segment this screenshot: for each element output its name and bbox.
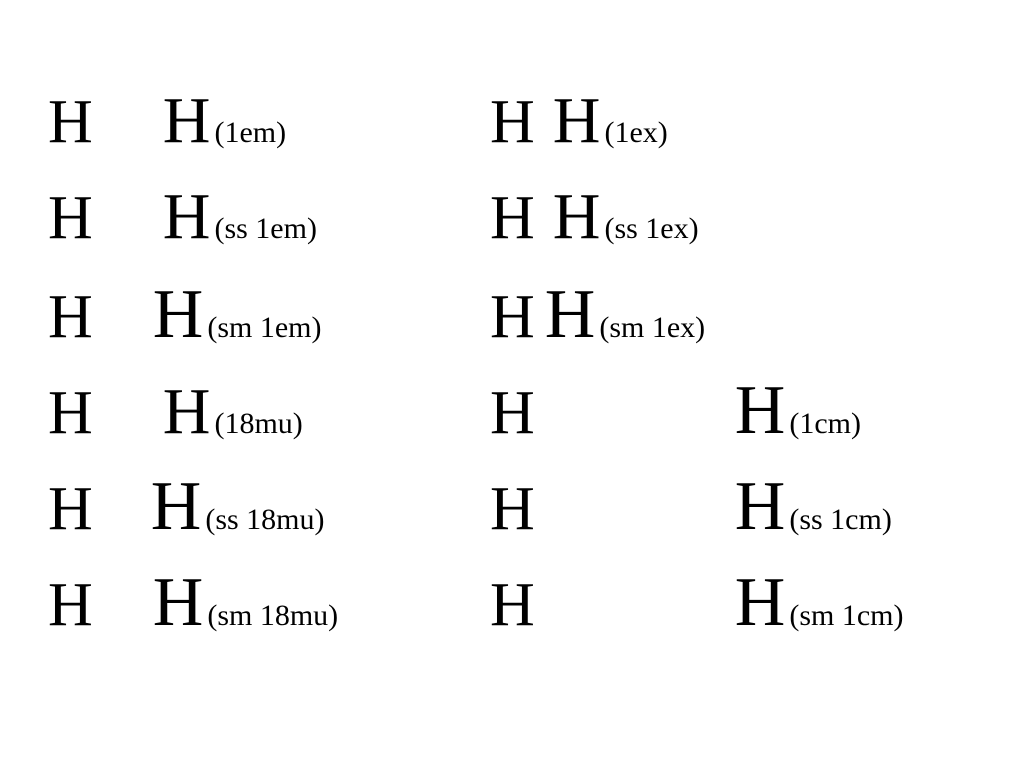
reference-glyph: H bbox=[48, 475, 93, 543]
comparison-row bbox=[0, 372, 1024, 472]
sample-note: (sm 1cm) bbox=[789, 599, 904, 632]
sample-note: (1ex) bbox=[604, 116, 668, 149]
row-left-cell bbox=[0, 375, 490, 448]
sample-glyph: H bbox=[152, 276, 204, 353]
sample-1em bbox=[162, 84, 287, 157]
comparison-row bbox=[0, 276, 1024, 376]
sample-sm-1ex bbox=[544, 276, 706, 353]
row-left-cell bbox=[0, 276, 490, 353]
sample-18mu bbox=[162, 375, 303, 448]
sample-note: (1em) bbox=[214, 116, 287, 149]
row-right-cell bbox=[490, 468, 1024, 545]
sample-note: (sm 1em) bbox=[207, 311, 322, 344]
reference-glyph: H bbox=[490, 379, 535, 447]
sample-glyph: H bbox=[162, 84, 211, 157]
sample-note: (ss 1cm) bbox=[789, 503, 892, 536]
sample-sm-1em bbox=[152, 276, 322, 353]
reference-glyph: H bbox=[490, 88, 535, 156]
sample-ss-18mu bbox=[150, 468, 325, 545]
row-right-cell bbox=[490, 372, 1024, 449]
reference-glyph: H bbox=[48, 283, 93, 351]
sample-glyph: H bbox=[734, 564, 786, 641]
reference-glyph: H bbox=[490, 184, 535, 252]
sample-sm-1cm bbox=[734, 564, 904, 641]
sample-glyph: H bbox=[162, 180, 211, 253]
sample-glyph: H bbox=[552, 84, 601, 157]
sample-note: (1cm) bbox=[789, 407, 861, 440]
row-left-cell bbox=[0, 84, 490, 157]
reference-glyph: H bbox=[490, 571, 535, 639]
row-right-cell bbox=[490, 180, 1024, 253]
row-left-cell bbox=[0, 468, 490, 545]
sample-glyph: H bbox=[152, 564, 204, 641]
sample-ss-1em bbox=[162, 180, 317, 253]
sample-note: (18mu) bbox=[214, 407, 303, 440]
sample-glyph: H bbox=[552, 180, 601, 253]
comparison-row bbox=[0, 84, 1024, 184]
comparison-row bbox=[0, 180, 1024, 280]
comparison-row bbox=[0, 564, 1024, 664]
comparison-row bbox=[0, 468, 1024, 568]
row-right-cell bbox=[490, 276, 1024, 353]
sample-note: (ss 1em) bbox=[214, 212, 317, 245]
row-right-cell bbox=[490, 564, 1024, 641]
reference-glyph: H bbox=[48, 184, 93, 252]
reference-glyph: H bbox=[490, 283, 535, 351]
row-right-cell bbox=[490, 84, 1024, 157]
sample-note: (sm 1ex) bbox=[599, 311, 706, 344]
sample-glyph: H bbox=[150, 468, 202, 545]
reference-glyph: H bbox=[48, 88, 93, 156]
sample-ss-1ex bbox=[552, 180, 699, 253]
reference-glyph: H bbox=[490, 475, 535, 543]
sample-glyph: H bbox=[734, 372, 786, 449]
sample-note: (sm 18mu) bbox=[207, 599, 339, 632]
row-left-cell bbox=[0, 180, 490, 253]
reference-glyph: H bbox=[48, 379, 93, 447]
reference-glyph: H bbox=[48, 571, 93, 639]
sample-glyph: H bbox=[734, 468, 786, 545]
sample-ss-1cm bbox=[734, 468, 892, 545]
sample-glyph: H bbox=[544, 276, 596, 353]
sample-glyph: H bbox=[162, 375, 211, 448]
sample-1ex bbox=[552, 84, 668, 157]
sample-note: (ss 1ex) bbox=[604, 212, 699, 245]
row-left-cell bbox=[0, 564, 490, 641]
sample-note: (ss 18mu) bbox=[205, 503, 325, 536]
sample-1cm bbox=[734, 372, 861, 449]
size-comparison-grid bbox=[0, 84, 1024, 664]
sample-sm-18mu bbox=[152, 564, 339, 641]
